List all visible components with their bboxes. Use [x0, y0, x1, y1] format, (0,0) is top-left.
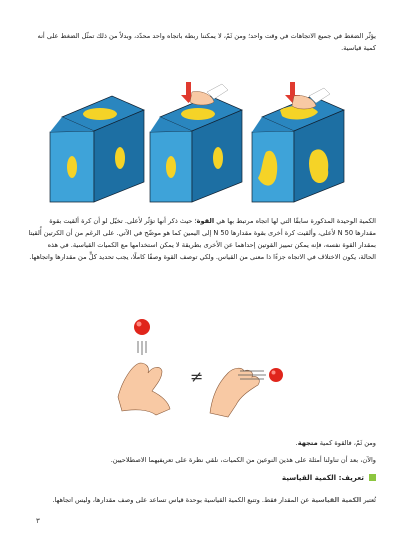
- cube-1: [50, 96, 144, 202]
- throw-figure: [0, 305, 400, 425]
- text-span: عن المقدار فقط. وتتبع الكمية القياسية بوحدة قياس تساعد على وصف مقدارها، وليس اتجاهها.: [52, 496, 312, 504]
- cube-2: [150, 82, 242, 202]
- text-span: ؛ حيث ذكر أنها تؤثّر لأعلى. تخيّل لو أن كرة ألقيت بقوة مقدارها 50 N لأعلى، وألقيت كرة أخرى بقوة مقدارها 50 N إلى اليمين كما هو موضّح في الآتي. على الرغم من أن الكرتين أُلقيتا بمقدار القوة نفسه، فإنه يمكن تمييز القوتين إحداهما عن الأخرى بطريقة لا يمكن استخدامها مع الكميات القياسية. في هذه الحالة، يكون الاختلاف في الاتجاه جزءًا ذا معنى من القياس. ولكي توصف القوة وصفًا كاملًا، يجب تحديد كلٍّ من مقدارها واتجاهها.: [28, 217, 376, 261]
- cube-3: [252, 82, 344, 202]
- cubes-figure: [0, 82, 400, 207]
- paragraph-scalar-definition: [28, 494, 376, 506]
- text-span: .: [295, 439, 298, 447]
- push-arrow-icon-2: [290, 82, 295, 96]
- definition-heading: [282, 473, 376, 482]
- text-span: تُعتبر: [361, 496, 376, 504]
- motion-lines-up-icon: [138, 341, 146, 355]
- paragraph-vector: [28, 437, 376, 449]
- bold-term-force: القوة: [196, 217, 215, 225]
- ball-right: [269, 368, 283, 382]
- hand-up-icon: [118, 363, 170, 415]
- page-number: ٣: [36, 517, 40, 525]
- paragraph-force: [28, 215, 376, 263]
- hand-right-icon: [210, 368, 259, 417]
- bold-term-scalar: الكمية القياسية: [311, 496, 362, 504]
- push-arrow-icon: [186, 82, 191, 96]
- green-square-icon: [369, 474, 376, 481]
- paragraph-definitions-intro: والآن، بعد أن تناولنا أمثلة على هذين النوعين من الكميات، نلقي نظرة على تعريفيهما الاصطلاحيين.: [110, 456, 376, 464]
- definition-heading-text: تعريف: الكمية القياسية: [281, 473, 364, 482]
- bold-term-vector: متجهة: [297, 439, 318, 447]
- text-span: ومن ثَمّ، فالقوة كمية: [317, 439, 376, 447]
- ball-up: [134, 319, 150, 335]
- not-equal-sign: ≠: [190, 367, 204, 386]
- text-span: الكمية الوحيدة المذكورة سابقًا التي لها اتجاه مرتبط بها هي: [214, 217, 376, 225]
- paragraph-pressure: يؤثّر الضغط في جميع الاتجاهات في وقت واحد؛ ومن ثَمّ، لا يمكننا ربطه باتجاه واحد محدّد، وبدلاً من ذلك تمثّل الضغط على أنه كمية قياسية.: [37, 32, 376, 52]
